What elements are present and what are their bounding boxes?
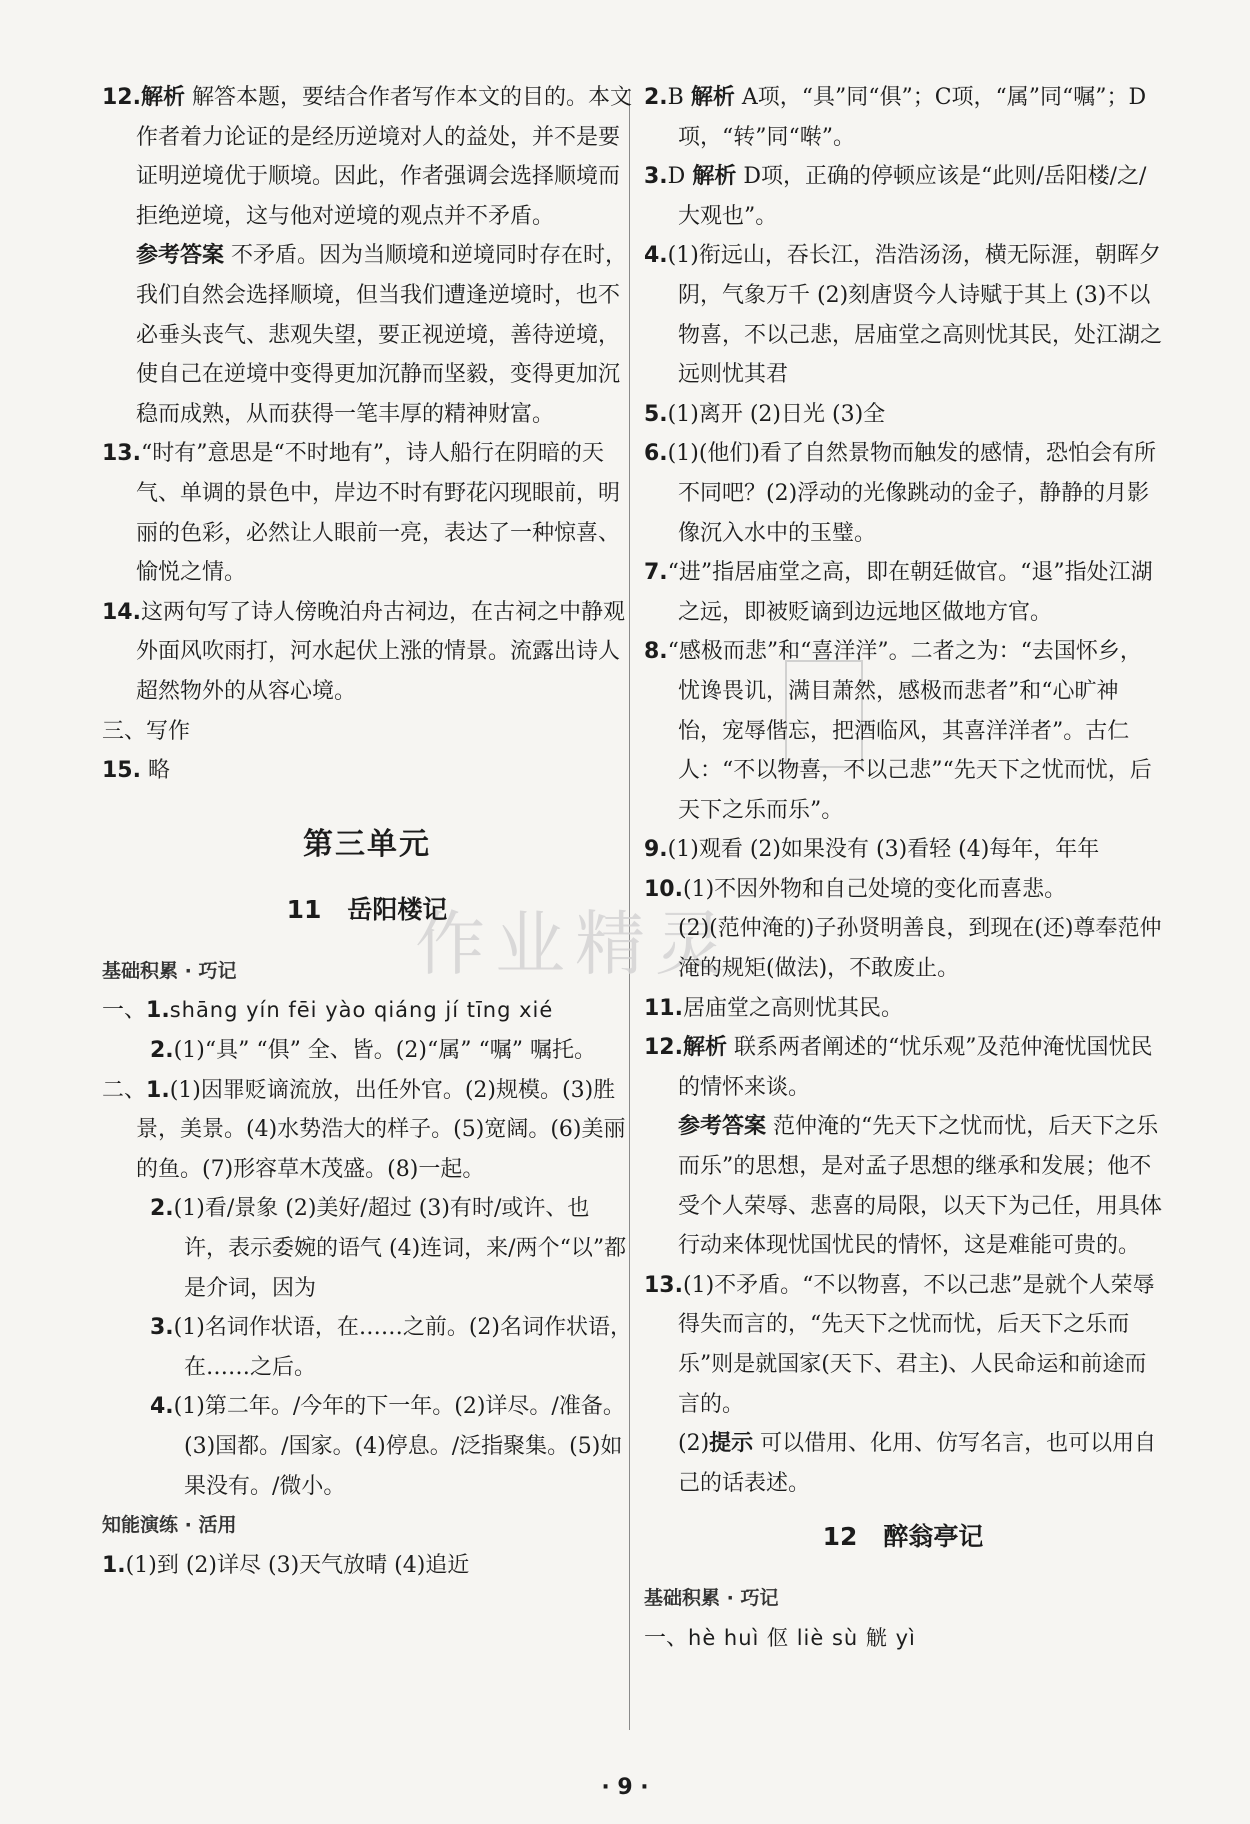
q13: 13.“时有”意思是“不时地有”，诗人船行在阴暗的天气、单调的景色中，岸边不时有野花闪现眼前，明丽的色彩，必然让人眼前一亮，表达了一种惊喜、愉悦之情。 <box>102 441 621 586</box>
r-q9: 9.(1)观看 (2)如果没有 (3)看轻 (4)每年，年年 <box>644 837 1100 863</box>
l12-basic-q1: 一、hè huì 伛 liè sù 觥 yì <box>644 1625 916 1651</box>
basic-q2: 2.(1)“具” “俱” 全、皆。(2)“属” “嘱” 嘱托。 <box>150 1038 596 1064</box>
explain-q3: 3.(1)名词作状语，在……之前。(2)名词作状语，在……之后。 <box>150 1315 632 1380</box>
practice-q1: 1.(1)到 (2)详尽 (3)天气放晴 (4)追近 <box>102 1552 470 1578</box>
r-q13: 13.(1)不矛盾。“不以物喜，不以己悲”是就个人荣辱得失而言的，“先天下之忧而忧，后天下之乐而乐”则是就国家(天下、君主)、人民命运和前途而言的。 <box>644 1272 1155 1417</box>
explain-q1: 二、1.(1)因罪贬谪流放，出任外官。(2)规模。(3)胜景，美景。(4)水势浩大的样子。(5)宽阔。(6)美丽的鱼。(7)形容草木茂盛。(8)一起。 <box>102 1077 626 1182</box>
r-q13-part2: (2)提示 可以借用、化用、仿写名言，也可以用自己的话表述。 <box>678 1431 1157 1496</box>
q15: 15. 略 <box>102 758 170 784</box>
subsection-basic: 基础积累 · 巧记 <box>102 959 237 982</box>
r-q2: 2.B 解析 A项，“具”同“俱”；C项，“属”同“嘱”；D项，“转”同“啭”。 <box>644 85 1147 150</box>
unit-title: 第三单元 <box>303 826 431 862</box>
r-q12-analysis: 12.解析 联系两者阐述的“忧乐观”及范仲淹忧国忧民的情怀来谈。 <box>644 1035 1153 1100</box>
r-q8: 8.“感极而悲”和“喜洋洋”。二者之为：“去国怀乡，忧谗畏讥，满目萧然，感极而悲者”和“心旷神怡，宠辱偕忘，把酒临风，其喜洋洋者”。古仁人：“不以物喜，不以己悲”“先天下之忧而忧，后天下之乐而乐”。 <box>644 639 1152 823</box>
r-q5: 5.(1)离开 (2)日光 (3)全 <box>644 401 886 427</box>
r-q7: 7.“进”指居庙堂之高，即在朝廷做官。“退”指处江湖之远，即被贬谪到边远地区做地方官。 <box>644 560 1153 625</box>
q14: 14.这两句写了诗人傍晚泊舟古祠边，在古祠之中静观外面风吹雨打，河水起伏上涨的情景。流露出诗人超然物外的从容心境。 <box>102 599 625 704</box>
page-number: · 9 · <box>601 1775 649 1800</box>
subsection-basic-12: 基础积累 · 巧记 <box>644 1586 779 1609</box>
r-q3: 3.D 解析 D项，正确的停顿应该是“此则/岳阳楼/之/大观也”。 <box>644 164 1147 229</box>
lesson-12-title: 12 醉翁亭记 <box>822 1522 984 1552</box>
section-writing: 三、写作 <box>102 718 191 744</box>
explain-q4: 4.(1)第二年。/今年的下一年。(2)详尽。/准备。(3)国都。/国家。(4)停息。/泛指聚集。(5)如果没有。/微小。 <box>150 1394 625 1499</box>
subsection-practice: 知能演练 · 活用 <box>102 1514 237 1537</box>
r-q4: 4.(1)衔远山，吞长江，浩浩汤汤，横无际涯，朝晖夕阴，气象万千 (2)刻唐贤今人诗赋于其上 (3)不以物喜，不以己悲，居庙堂之高则忧其民，处江湖之远则忧其君 <box>644 243 1163 388</box>
r-q10: 10.(1)不因外物和自己处境的变化而喜悲。 <box>644 876 1067 902</box>
watermark: 作业精灵 <box>415 903 735 985</box>
right-column <box>644 78 1162 1658</box>
r-q6: 6.(1)(他们)看了自然景物而触发的感情，恐怕会有所不同吧？(2)浮动的光像跳动的金子，静静的月影像沉入水中的玉璧。 <box>644 441 1157 546</box>
r-q10-part2: (2)(范仲淹的)子孙贤明善良，到现在(还)尊奉范仲淹的规矩(做法)，不敢废止。 <box>678 916 1162 982</box>
left-column <box>102 78 632 1585</box>
q12-reference-answer: 参考答案 不矛盾。因为当顺境和逆境同时存在时，我们自然会选择顺境，但当我们遭逢逆境时，也不必垂头丧气、悲观失望，要正视逆境，善待逆境，使自己在逆境中变得更加沉静而坚毅，变得更加沉稳而成熟，从而获得一笔丰厚的精神财富。 <box>136 243 628 427</box>
r-q12-reference-answer: 参考答案 范仲淹的“先天下之忧而忧，后天下之乐而乐”的思想，是对孟子思想的继承和发展；他不受个人荣辱、悲喜的局限，以天下为己任，用具体行动来体现忧国忧民的情怀，这是难能可贵的。 <box>678 1114 1163 1259</box>
lesson-11-title: 11 岳阳楼记 <box>286 895 448 925</box>
r-q11: 11.居庙堂之高则忧其民。 <box>644 995 903 1021</box>
basic-q1: 一、1.shāng yín fēi yào qiáng jí tīng xié <box>102 998 554 1024</box>
explain-q2: 2.(1)看/景象 (2)美好/超过 (3)有时/或许、也许，表示委婉的语气 (4)连词，来/两个“以”都是介词，因为 <box>150 1196 627 1301</box>
q12-analysis: 12.解析 解答本题，要结合作者写作本文的目的。本文作者着力论证的是经历逆境对人的益处，并不是要证明逆境优于顺境。因此，作者强调会选择顺境而拒绝逆境，这与他对逆境的观点并不矛盾。 <box>102 85 632 229</box>
